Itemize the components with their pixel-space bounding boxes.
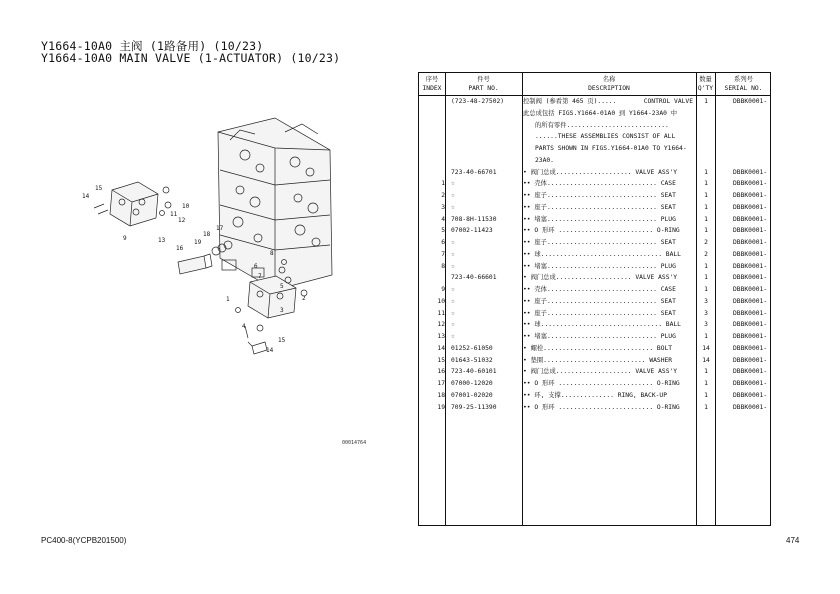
row-part-no: 709-25-11390 [451,403,497,411]
header-serial-en: SERIAL NO. [724,85,763,92]
row-serial: DBBK0001- [733,274,768,282]
row-index: 3 [441,203,445,211]
row-index: 9 [441,286,445,293]
callout-12: 12 [178,217,186,224]
row-index: 8 [441,262,445,270]
row-description: • 阀门总成.................... VALVE ASS'Y [523,368,678,376]
row-part-no: 07001-02020 [451,391,493,399]
row-description: • 阀门总成.................... VALVE ASS'Y [523,168,678,176]
row-serial: DBBK0001- [733,333,768,340]
callout-4: 4 [242,323,246,330]
row-index: 14 [437,344,445,352]
row-serial: DBBK0001- [733,168,768,176]
table-row [419,343,770,355]
model-number: PC400-8(YCPB201500) [41,536,127,545]
row-qty: 1 [704,227,708,235]
header-index-cn: 序号 [425,76,439,83]
table-row [419,308,770,320]
row-description: •• O 形环 ......................... O-RING [523,380,680,387]
row-serial: DBBK0001- [733,203,768,211]
callout-17: 17 [216,225,224,232]
row-part-no: 07000-12020 [451,380,493,387]
row-serial: DBBK0001- [733,321,768,329]
header-serial-cn: 系列号 [734,76,753,83]
row-serial: DBBK0001- [733,297,768,305]
row-serial: DBBK0001- [733,380,768,387]
assembly-note-4: PARTS SHOWN IN FIGS.Y1664-01A0 TO Y1664- [535,145,687,152]
row-index: 11 [437,309,445,317]
header-part-en: PART NO. [468,85,499,92]
row-index: 6 [441,239,445,246]
row-part-no: ☆ [451,203,455,211]
table-row [419,178,770,190]
assembly-note-2: 的所有零件........................... [535,121,669,129]
exploded-parts-diagram [70,110,390,455]
row-index: 1 [441,180,445,188]
header-qty-cn: 数量 [699,76,712,83]
callout-16: 16 [176,245,184,252]
row-description: •• 座子............................. SEAT [523,192,676,199]
callout-8: 8 [270,250,274,257]
row-serial: DBBK0001- [733,368,768,376]
row-part-no: ☆ [451,180,455,188]
row-description: •• 堵塞............................. PLUG [523,333,676,340]
row-description: •• 环, 支撑.............. RING, BACK-UP [523,391,667,399]
callout-15b: 15 [278,337,286,344]
row-index: 13 [437,333,445,340]
row-qty: 1 [704,368,708,376]
parts-table-header [419,73,770,96]
table-row [419,296,770,308]
row-index: 10 [437,297,445,305]
assembly-desc-en: CONTROL VALVE [643,98,693,105]
table-row [419,202,770,214]
table-row [419,190,770,202]
row-description: •• 堵塞............................. PLUG [523,262,676,270]
callout-3: 3 [280,307,284,314]
table-row [419,390,770,402]
table-row [419,355,770,367]
assembly-note-5: 23A0. [535,156,554,164]
row-part-no: ☆ [451,262,455,270]
row-description: •• 座子............................. SEAT [523,297,676,305]
row-description: •• O 形环 ......................... O-RING [523,403,680,411]
row-qty: 1 [704,168,708,176]
header-desc-cn: 名称 [602,76,616,83]
table-row [419,402,770,414]
row-index: 4 [441,215,445,223]
row-qty: 1 [704,192,708,199]
row-serial: DBBK0001- [733,227,768,235]
assembly-qty: 1 [704,98,708,105]
row-serial: DBBK0001- [733,403,768,411]
row-part-no: ☆ [451,297,455,305]
row-serial: DBBK0001- [733,286,768,293]
table-row [419,378,770,390]
row-qty: 1 [704,262,708,270]
row-index: 7 [441,250,445,258]
row-qty: 1 [704,403,708,411]
row-serial: DBBK0001- [733,215,768,223]
row-serial: DBBK0001- [733,344,768,352]
table-row [419,366,770,378]
row-index: 2 [441,192,445,199]
callout-7: 7 [258,273,262,280]
table-row [419,272,770,284]
header-qty-en: Q'TY [697,85,714,92]
row-index: 5 [441,227,445,235]
row-description: • 螺栓............................. BOLT [523,344,673,352]
callout-10: 10 [182,203,190,210]
row-qty: 3 [704,297,708,305]
row-description: •• 座子............................. SEAT [523,239,676,246]
row-part-no: ☆ [451,250,455,258]
row-qty: 1 [704,203,708,211]
table-row [419,319,770,331]
row-qty: 1 [704,391,708,399]
page-title-en: Y1664-10A0 MAIN VALVE (1-ACTUATOR) (10/23) [41,51,341,65]
diagram-id: 00014764 [342,440,367,446]
row-qty: 3 [704,309,708,317]
row-index: 19 [437,403,445,411]
header-desc-en: DESCRIPTION [588,85,630,92]
row-qty: 1 [704,274,708,282]
parts-table-body [419,96,770,413]
row-qty: 14 [702,356,710,364]
row-serial: DBBK0001- [733,192,768,199]
callout-13: 13 [158,237,166,244]
callout-1: 1 [226,296,230,303]
row-description: •• 座子............................. SEAT [523,203,676,211]
row-serial: DBBK0001- [733,239,768,246]
row-index: 15 [437,356,445,364]
row-serial: DBBK0001- [733,262,768,270]
row-index: 12 [437,321,445,329]
row-description: • 阀门总成.................... VALVE ASS'Y [523,274,678,282]
row-description: •• O 形环 ......................... O-RING [523,227,680,235]
assembly-note-1: 此总成包括 FIGS.Y1664-01A0 到 Y1664-23A0 中 [523,109,678,117]
row-index: 16 [437,368,445,376]
callout-11: 11 [170,211,178,218]
page-title-cn: Y1664-10A0 主阀 (1路备用) (10/23) [41,39,264,53]
row-part-no: ☆ [451,239,455,246]
assembly-part-no: (723-48-27502) [451,98,505,105]
row-part-no: ☆ [451,286,455,293]
callout-18: 18 [203,231,211,238]
callout-19: 19 [194,239,202,246]
header-part-cn: 件号 [477,76,490,83]
row-part-no: 01643-51032 [451,356,493,364]
row-part-no: 01252-61050 [451,344,493,352]
row-description: •• 座子............................. SEAT [523,309,676,317]
row-description: • 垫圈........................... WASHER [523,356,673,364]
row-qty: 2 [704,250,708,258]
table-row [419,167,770,179]
row-serial: DBBK0001- [733,309,768,317]
row-serial: DBBK0001- [733,391,768,399]
row-part-no: 723-40-66601 [451,274,497,282]
row-description: •• 球................................ BALL [523,250,681,258]
table-row [419,249,770,261]
header-index-en: INDEX [422,85,442,92]
table-row [419,214,770,226]
row-part-no: 708-8H-11530 [451,215,497,223]
row-index: 17 [437,380,445,387]
page-number: 474 [786,536,800,545]
row-description: •• 堵塞............................. PLUG [523,215,676,223]
callout-5: 5 [280,283,284,290]
row-serial: DBBK0001- [733,356,768,364]
row-qty: 1 [704,215,708,223]
callout-6: 6 [254,263,258,270]
row-qty: 3 [704,321,708,329]
row-part-no: 723-40-66701 [451,168,497,176]
table-row [419,284,770,296]
row-part-no: ☆ [451,192,455,199]
row-description: •• 壳体............................. CASE [523,180,676,188]
row-part-no: ☆ [451,333,455,340]
row-part-no: ☆ [451,309,455,317]
row-part-no: 723-40-60101 [451,368,497,376]
callout-15: 15 [95,185,103,192]
row-qty: 1 [704,380,708,387]
row-part-no: ☆ [451,321,455,329]
row-part-no: 07002-11423 [451,227,493,235]
assembly-note-3: ......THESE ASSEMBLIES CONSIST OF ALL [535,133,676,141]
callout-9: 9 [123,235,127,242]
table-row [419,331,770,343]
assembly-serial: DBBK0001- [733,98,768,105]
assembly-desc-cn: 控制阀 (参看第 465 页)..... [523,98,617,105]
row-qty: 2 [704,239,708,246]
callout-14: 14 [82,193,90,200]
row-serial: DBBK0001- [733,180,768,188]
callout-14b: 14 [266,347,274,354]
row-qty: 14 [702,344,710,352]
row-qty: 1 [704,286,708,293]
table-row [419,261,770,273]
table-row [419,237,770,249]
row-description: •• 壳体............................. CASE [523,286,676,293]
table-row [419,225,770,237]
table-row-assembly [419,96,770,108]
parts-table [418,72,771,526]
row-description: •• 球................................ BALL [523,321,681,329]
row-qty: 1 [704,333,708,340]
callout-2: 2 [302,295,306,302]
row-qty: 1 [704,180,708,188]
row-index: 18 [437,391,445,399]
row-serial: DBBK0001- [733,250,768,258]
